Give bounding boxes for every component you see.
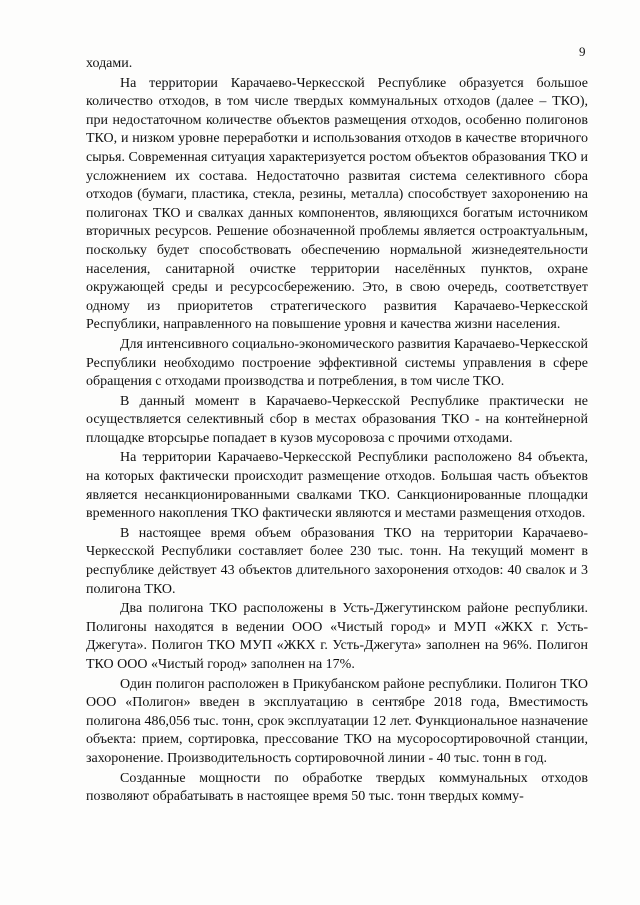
paragraph: Для интенсивного социально-экономического развития Карачаево-Черкесской Республики необходимо построение эффективной системы управления в сфере обращения с отходами производства и потребления, в том числе ТКО.	[86, 336, 588, 390]
paragraph: Два полигона ТКО расположены в Усть-Джегутинском районе республики. Полигоны находятся в ведении ООО «Чистый город» и МУП «ЖКХ г. Усть-Джегута». Полигон ТКО МУП «ЖКХ г. Усть-Джегута» заполнен на 96%. Полигон ТКО ООО «Чистый город» заполнен на 17%.	[86, 601, 588, 672]
page-number: 9	[579, 44, 586, 59]
paragraph: В настоящее время объем образования ТКО на территории Карачаево-Черкесской Республики составляет более 230 тыс. тонн. На текущий момент в республике действует 43 объектов длительного захоронения отходов: 40 свалок и 3 полигона ТКО.	[86, 525, 588, 597]
paragraph: На территории Карачаево-Черкесской Республике образуется большое количество отходов, в том числе твердых коммунальных отходов (далее – ТКО), при недостаточном количестве объектов размещения отходов, особенно полигонов ТКО, и низком уровне переработки и использования отходов в качестве вторичного сырья. Современная ситуация характеризуется ростом объектов образования ТКО и усложнением их состава. Недостаточно развитая система селективного сбора отходов (бумаги, пластика, стекла, резины, металла) способствует захоронению на полигонах ТКО и свалках данных компонентов, являющихся богатым источником вторичных ресурсов. Решение обозначенной проблемы является остроактуальным, поскольку будет способствовать обеспечению нормальной жизнедеятельности населения, санитарной очистке территории населённых пунктов, охране окружающей среды и ресурсосбережению. Это, в свою очередь, соответствует одному из приоритетов стратегического развития Карачаево-Черкесской Республики, направленного на повышение уровня и качества жизни населения.	[86, 75, 588, 333]
paragraph: Один полигон расположен в Прикубанском районе республики. Полигон ТКО ООО «Полигон» введен в эксплуатацию в сентябре 2018 года, Вместимость полигона 486,056 тыс. тонн, срок эксплуатации 12 лет. Функциональное назначение объекта: прием, сортировка, прессование ТКО на мусоросортировочной станции, захоронение. Производительность сортировочной линии - 40 тыс. тонн в год.	[86, 676, 588, 766]
paragraph-continuation: ходами.	[86, 56, 133, 71]
paragraph: Созданные мощности по обработке твердых коммунальных отходов позволяют обрабатывать в настоящее время 50 тыс. тонн твердых комму-	[86, 770, 588, 805]
paragraph: На территории Карачаево-Черкесской Республики расположено 84 объекта, на которых фактически происходит размещение отходов. Большая часть объектов является несанкционированными свалками ТКО. Санкционированные площадки временного накопления ТКО фактически являются и местами размещения отходов.	[86, 450, 588, 522]
paragraph: В данный момент в Карачаево-Черкесской Республике практически не осуществляется селективный сбор в местах образования ТКО - на контейнерной площадке вторсырье попадает в кузов мусоровоза с прочими отходами.	[86, 393, 588, 446]
body-text	[86, 55, 588, 807]
